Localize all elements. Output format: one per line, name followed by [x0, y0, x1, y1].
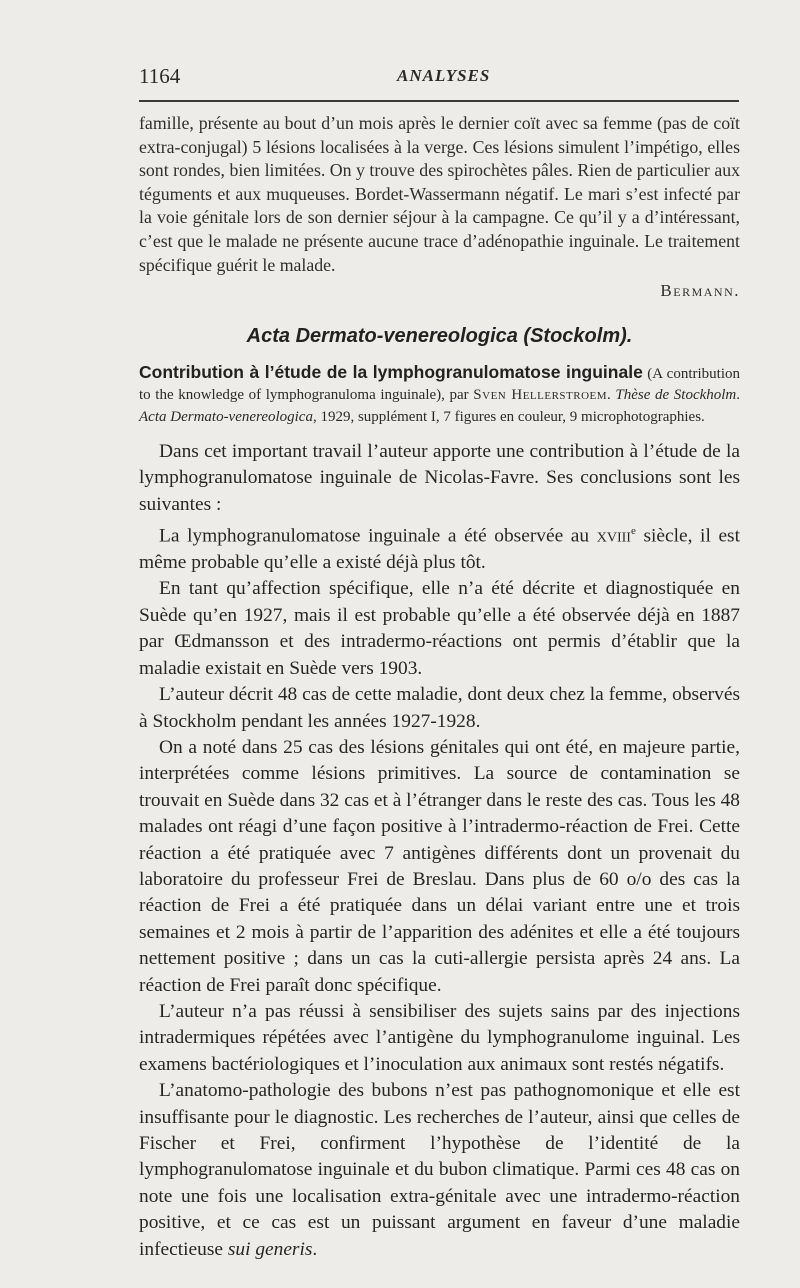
previous-review-text: famille, présente au bout d’un mois après le dernier coït avec sa femme (pas de coït extra-conjugal) 5 lésions localisées à la verge. Ces lésions simulent l’impétigo, elles sont rondes, bien limitées. On y trouve des spirochètes pâles. Rien de particulier aux téguments et aux muqueuses. Bordet-Wassermann négatif. Le mari s’est infecté par la voie génitale lors de son dernier séjour à la campagne. Ce qu’il y a d’intéressant, c’est que le malade ne présente aucune trace d’adénopathie inguinale. Le traitement spécifique guérit le malade. [139, 113, 740, 275]
paragraph: L’auteur n’a pas réussi à sensibiliser des sujets sains par des injections intradermiques répétées avec l’antigène du lymphogranulome inguinal. Les examens bactériologiques et l’inoculation aux animaux sont restés négatifs. [139, 1000, 740, 1075]
entry-english-title: (A contribution to the knowledge of lymphogranuloma inguinale), par [139, 365, 741, 404]
paragraph: L’auteur décrit 48 cas de cette maladie, dont deux chez la femme, observés à Stockholm pendant les années 1927-1928. [139, 684, 740, 732]
page-number: 1164 [139, 64, 181, 88]
paragraph: En tant qu’affection spécifique, elle n’a été décrite et diagnostiquée en Suède qu’en 1927, mais il est probable qu’elle a été observée déjà en 1887 par Œdmansson et des intradermo-réactions ont permis d’établir que la maladie existait en Suède vers 1903. [139, 578, 740, 679]
entry-separator: . [736, 387, 741, 404]
running-title: ANALYSES [397, 66, 491, 85]
entry-thesis: Thèse de Stockholm [615, 387, 737, 404]
paragraph-text: L’anatomo-pathologie des bubons n’est pas pathognomonique et elle est insuffisante pour le diagnostic. Les recherches de l’auteur, ainsi que celles de Fischer et Frei, confirment l’hypothèse de l’identité de la lymphogranulomatose inguinale et du bubon climatique. Parmi ces 48 cas on note une fois une localisation extra-génitale avec une intradermo-réaction positive, et ce cas est un puissant argument en faveur d’une maladie infectieuse [139, 1080, 740, 1260]
entry-separator: . [607, 387, 616, 404]
paragraph-text: . [312, 1238, 318, 1260]
header-rule [139, 100, 739, 102]
paragraph: On a noté dans 25 cas des lésions génitales qui ont été, en majeure partie, interprétées comme lésions primitives. La source de contamination se trouvait en Suède dans 32 cas et à l’étranger dans le reste des cas. Tous les 48 malades ont réagi d’une façon positive à l’intradermo-réaction de Frei. Cette réaction a été pratiquée avec 7 antigènes différents dont un provenait du laboratoire du professeur Frei de Breslau. Dans plus de 60 o/o des cas la réaction de Frei a été pratiquée dans un délai variant entre une et trois semaines et 2 mois à partir de l’apparition des adénites et elle a été toujours nettement positive ; dans un cas la cuti-allergie persista après 24 ans. La réaction de Frei paraît donc spécifique. [139, 736, 740, 996]
entry-journal: Acta Dermato-venereologica [139, 408, 313, 425]
previous-review [139, 112, 740, 305]
paragraph-text: siècle, il est même probable qu’elle a existé déjà plus tôt. [139, 525, 740, 574]
bibliographic-entry [139, 362, 740, 428]
reviewer-signature: Bermann. [660, 281, 740, 301]
entry-author: Sven Hellerstroem [473, 387, 608, 404]
section-title: Acta Dermato-venereologica (Stockolm). [246, 324, 633, 347]
entry-details: , 1929, supplément I, 7 figures en couleur, 9 microphotographies. [312, 408, 705, 425]
review-text [139, 439, 740, 1263]
page-body [139, 112, 740, 1263]
running-head [139, 64, 739, 92]
italic-term: sui generis [227, 1238, 313, 1260]
paragraph-text: La lymphogranulomatose inguinale a été observée au [159, 525, 597, 547]
paragraph [139, 518, 740, 576]
century-numeral: xviii [596, 525, 631, 547]
century-superscript: e [630, 525, 636, 538]
paragraph: Dans cet important travail l’auteur apporte une contribution à l’étude de la lymphogranulomatose inguinale de Nicolas-Favre. Ses conclusions sont les suivantes : [139, 440, 740, 515]
paragraph [139, 1078, 740, 1263]
entry-title: Contribution à l’étude de la lymphogranulomatose inguinale [139, 361, 643, 382]
